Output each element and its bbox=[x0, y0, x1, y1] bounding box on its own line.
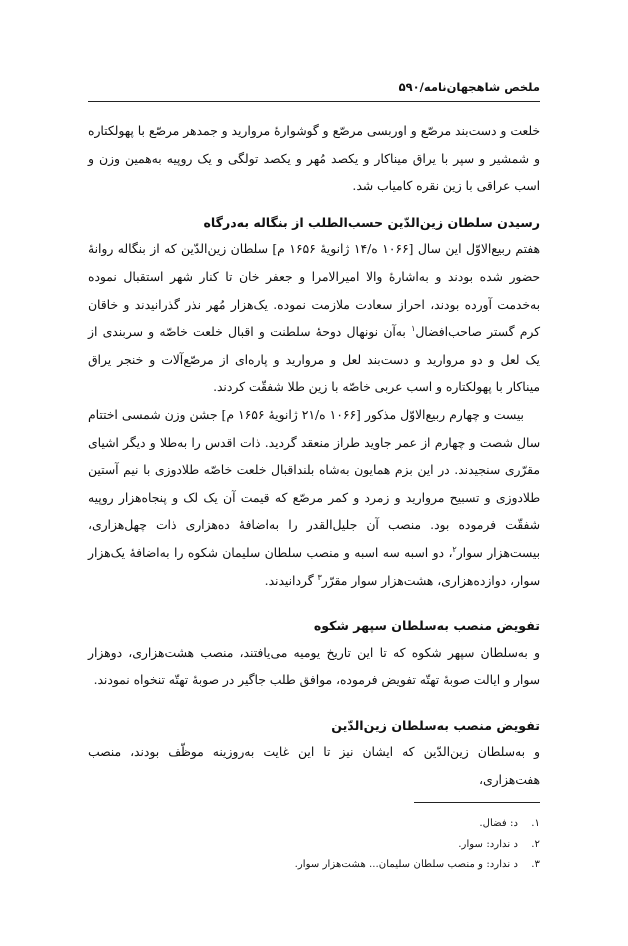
section-heading-zain-mansab: تفویض منصب به‌سلطان زین‌الدّین bbox=[331, 717, 540, 733]
footnote-1 bbox=[88, 814, 540, 835]
page-body bbox=[88, 118, 540, 795]
paragraph-3-text-c: گردانیدند. bbox=[264, 573, 318, 588]
footnote-number: ۲. bbox=[531, 838, 540, 850]
running-header: ملخص شاهجهان‌نامه/۵۹۰ bbox=[398, 80, 540, 94]
section-heading-sepehr-shokuh: تفویض منصب به‌سلطان سپهر شکوه bbox=[313, 618, 540, 634]
footnote-rule bbox=[414, 802, 540, 803]
footnote-number: ۳. bbox=[531, 859, 540, 870]
footnote-number: ۱. bbox=[531, 818, 540, 829]
footnote-ref-2: ۲ bbox=[452, 544, 457, 554]
paragraph-2-text-b: به‌آن نونهال دوحۀ سلطنت و اقبال خلعت خاصّه و سربندی از یک لعل و دو مروارید و دست‌بند لعل و مروارید و پاره‌ای از مرصّع‌آلات و خنجر یراق میناکار با پهولکتاره و اسب عربی خاصّه با زین طلا شفقّت کردند. bbox=[88, 325, 540, 395]
footnote-text: د: فضال. bbox=[479, 818, 518, 829]
paragraph-2-text-a: هفتم ربیع‌الاوّل این سال [۱۰۶۶ ه/۱۴ ژانویۀ ۱۶۵۶ م] سلطان زین‌الدّین که از بنگاله روانۀ حضور شده بودند و به‌اشارۀ والا امیرالامرا و جعفر خان تا کنار شهر استقبال نموده به‌خدمت آورده بودند، احراز سعادت ملازمت نموده. یک‌هزار مُهر نذر گذرانیدند و خاقان کرم گستر صاحب‌افضال bbox=[88, 242, 541, 340]
paragraph-2 bbox=[88, 236, 540, 402]
footnote-ref-3: ۳ bbox=[317, 572, 322, 582]
paragraph-5: و به‌سلطان زین‌الدّین که ایشان نیز تا این غایت به‌روزینه موظّف بودند، منصب هفت‌هزاری، bbox=[88, 745, 540, 788]
footnote-text: د ندارد: سوار. bbox=[458, 838, 518, 850]
footnote-ref-1: ۱ bbox=[411, 324, 416, 334]
paragraph-3-text-a: بیست و چهارم ربیع‌الاوّل مذکور [۱۰۶۶ ه/۲۱ ژانویۀ ۱۶۵۶ م] جشن وزن شمسی اختتام سال شصت و چهارم از عمر جاوید طراز منعقد گردید. ذات اقدس را به‌طلا و دیگر اشیای مقرّری سنجیدند. در این بزم همایون به‌شاه بلنداقبال خلعت خاصّه طلادوزی با نیم آستین طلادوزی و تسبیح مروارید و زمرد و کمر مرصّع که قیمت آن یک لک و پنجاه‌هزار روپیه شفقّت فرموده بود. منصب آن جلیل‌القدر را به‌اضافۀ ده‌هزاری ذات چهل‌هزاری، بیست‌هزار سوار bbox=[88, 407, 540, 560]
footnote-text: د ندارد: و منصب سلطان سلیمان... هشت‌هزار سوار. bbox=[294, 859, 518, 870]
footnote-2 bbox=[88, 835, 540, 856]
footnotes bbox=[88, 814, 540, 876]
section-heading-zain-arrival: رسیدن سلطان زین‌الدّین حسب‌الطلب از بنگاله به‌درگاه bbox=[203, 214, 540, 230]
paragraph-3 bbox=[88, 402, 540, 595]
header-rule bbox=[88, 101, 540, 102]
paragraph-3-text-b: ، دو اسبه سه اسبه و منصب سلطان سلیمان شکوه را به‌اضافۀ یک‌هزار سوار، دوازده‌هزاری، هشت‌هزار سوار مقرّر bbox=[88, 545, 540, 588]
footnote-3 bbox=[88, 855, 540, 876]
paragraph-1: خلعت و دست‌بند مرصّع و اوربسی مرصّع و گوشوارۀ مروارید و جمدهر مرصّع با پهولکتاره و شمشیر و سپر با یراق میناکار و یکصد مُهر و یکصد تولگی و یک روپیه به‌همین وزن و اسب عراقی با زین نقره کامیاب شد. bbox=[88, 124, 540, 194]
paragraph-4: و به‌سلطان سپهر شکوه که تا این تاریخ یومیه می‌یافتند، منصب هشت‌هزاری، دوهزار سوار و ایالت صوبۀ تهتّه تفویض فرموده، موافق طلب جاگیر در صوبۀ تهتّه تنخواه نمودند. bbox=[88, 645, 540, 688]
